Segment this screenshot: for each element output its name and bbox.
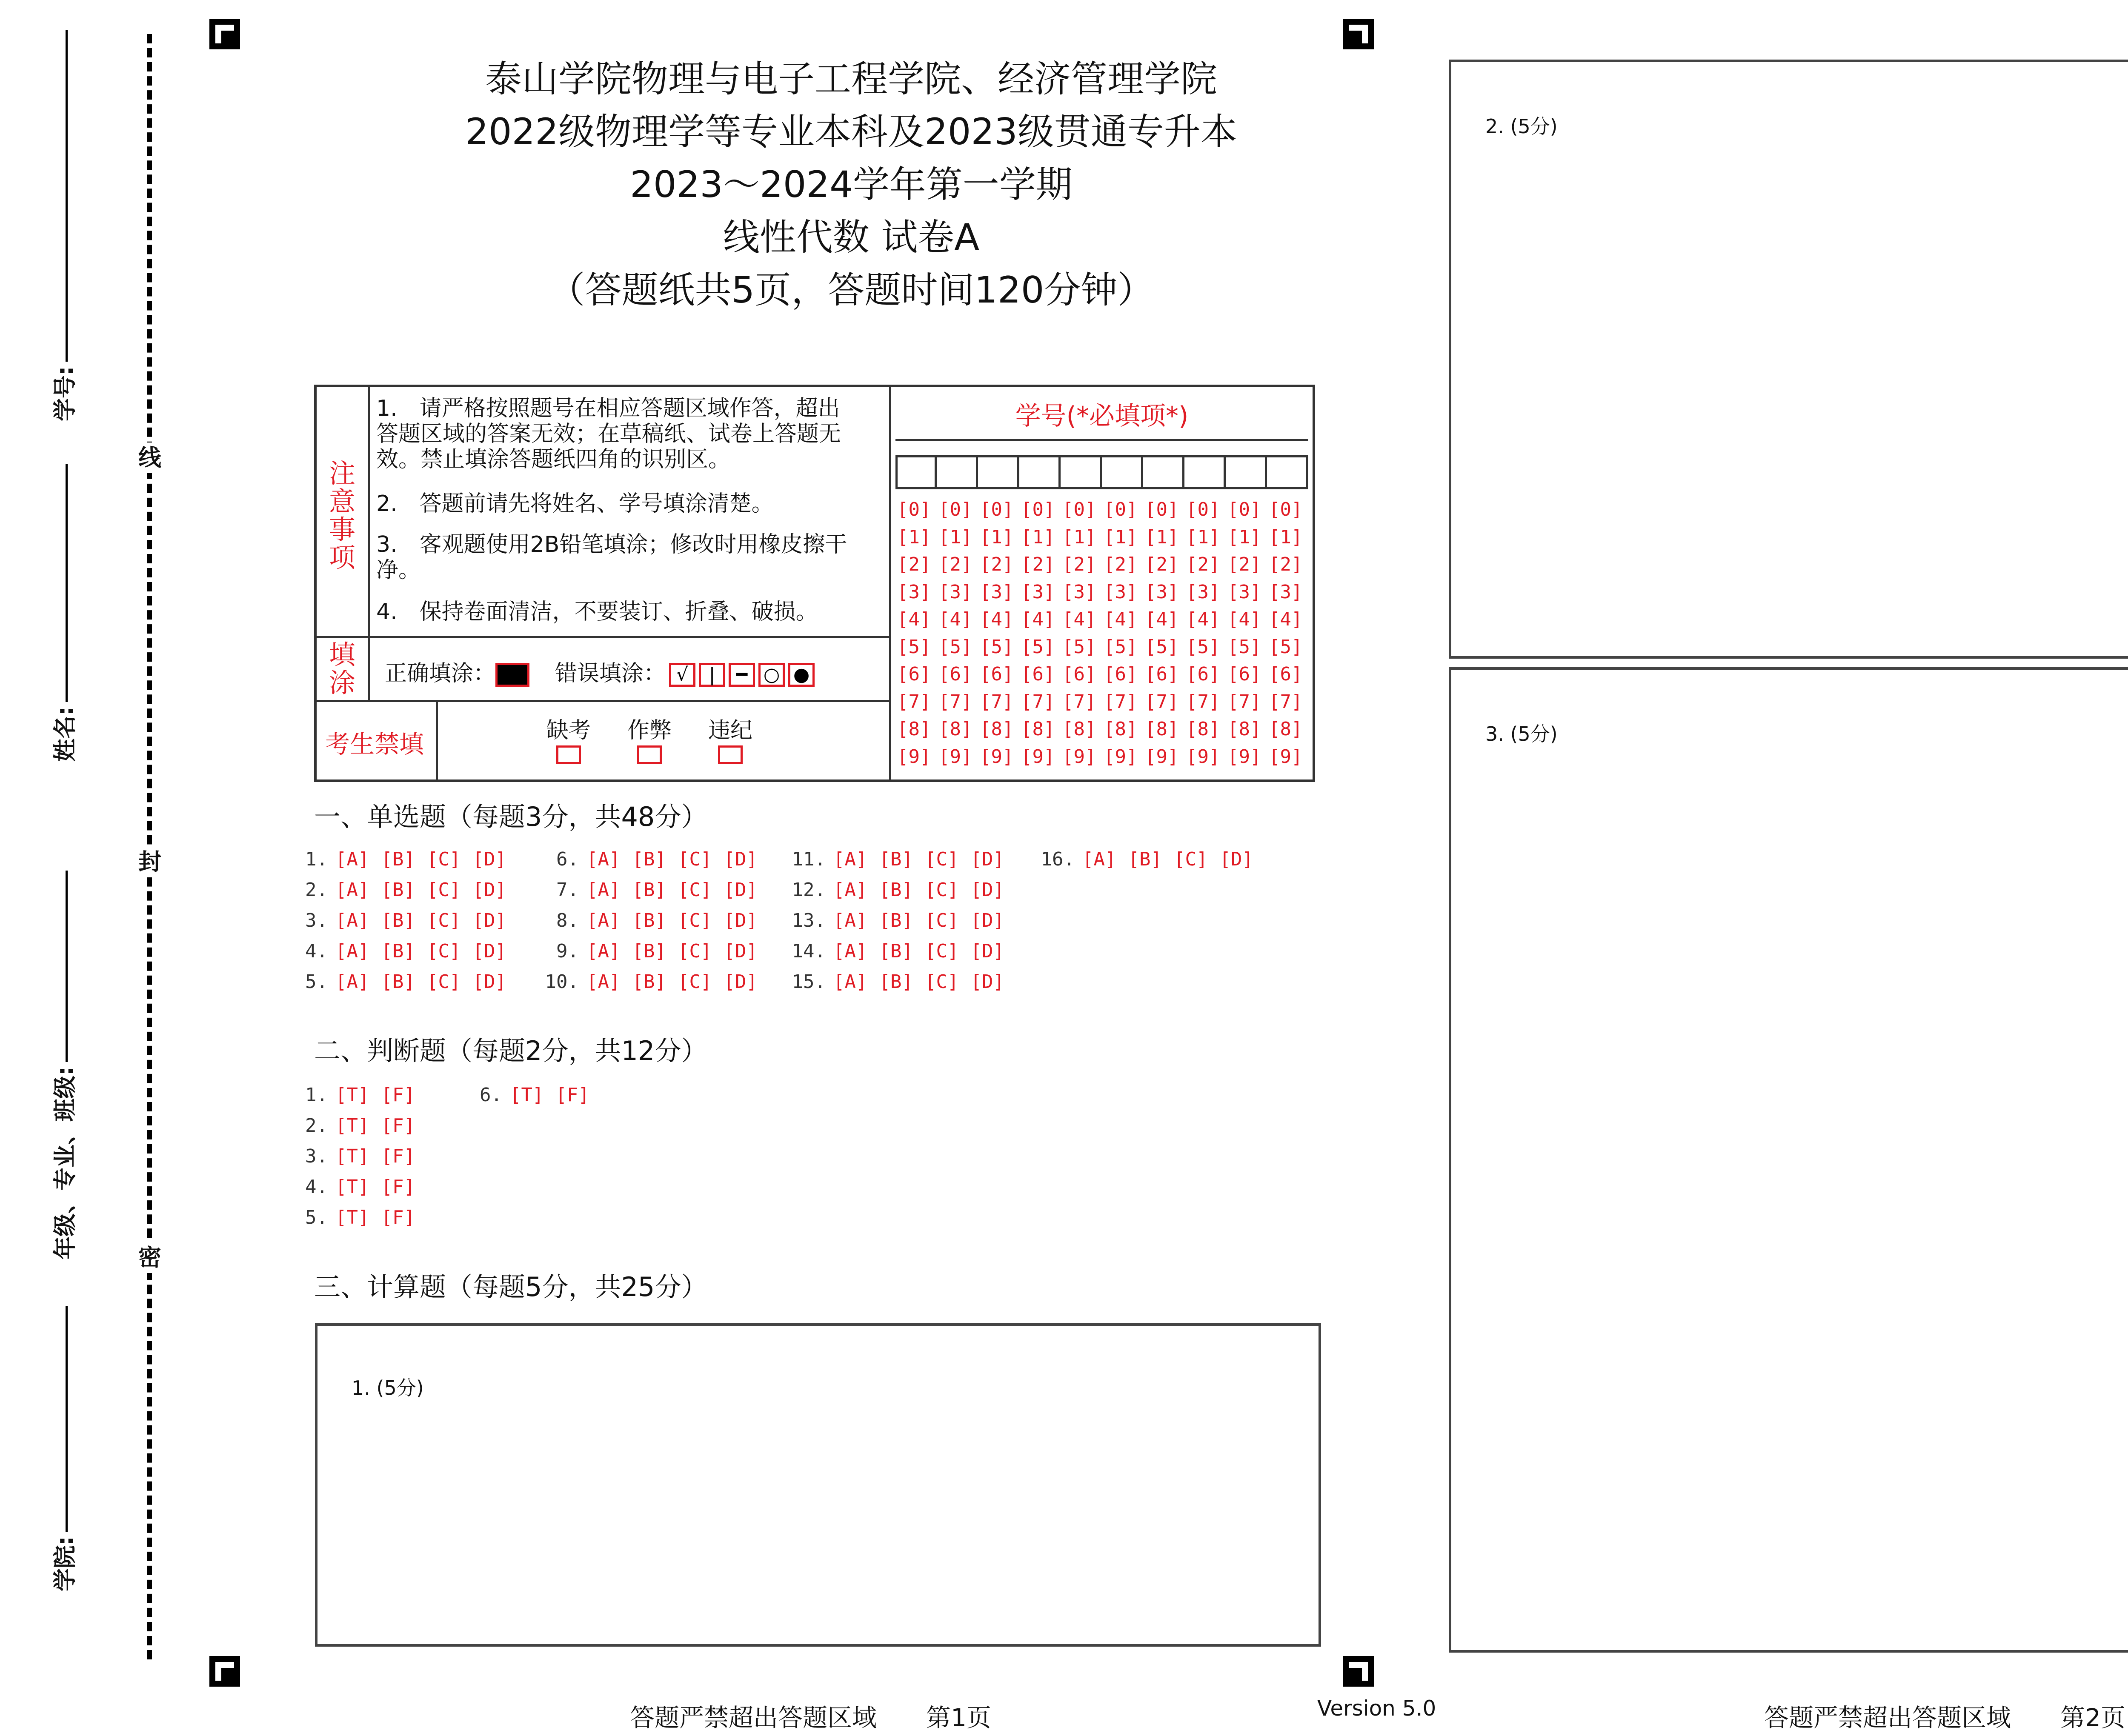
true-false-option-bubble[interactable]: [T] (335, 1145, 369, 1167)
student-id-bubble[interactable]: [5] (1186, 636, 1220, 658)
wrong-fill-check: √ (669, 663, 695, 687)
student-id-bubble[interactable]: [6] (897, 663, 931, 685)
student-id-bubble[interactable]: [0] (1062, 499, 1096, 520)
single-choice-option-bubble[interactable]: [B] (381, 910, 415, 931)
student-id-bubble[interactable]: [0] (1145, 499, 1179, 520)
student-id-bubble[interactable]: [2] (1227, 554, 1261, 575)
student-id-bubble[interactable]: [1] (1021, 526, 1055, 548)
single-choice-question-number: 10. (545, 971, 579, 993)
student-id-bubble[interactable]: [4] (1145, 608, 1179, 630)
exam-note: （答题纸共5页，答题时间120分钟） (548, 269, 1154, 311)
single-choice-question-row (294, 879, 518, 901)
single-choice-question-number: 3. (305, 910, 328, 931)
student-id-bubble[interactable]: [6] (980, 663, 1014, 685)
true-false-option-bubble[interactable]: [T] (335, 1176, 369, 1198)
single-choice-option-bubble[interactable]: [D] (472, 910, 506, 931)
single-choice-question-number: 16. (1041, 848, 1075, 870)
single-choice-option-bubble[interactable]: [C] (678, 910, 712, 931)
student-id-bubble[interactable]: [8] (1269, 718, 1303, 740)
student-id-bubble[interactable]: [3] (1021, 581, 1055, 603)
student-id-bubble[interactable]: [3] (938, 581, 972, 603)
true-false-option-bubble[interactable]: [T] (510, 1084, 544, 1106)
name-field[interactable] (47, 464, 80, 762)
single-choice-option-bubble[interactable]: [A] (833, 910, 867, 931)
true-false-question-row (294, 1145, 427, 1167)
student-id-bubble[interactable]: [0] (1021, 499, 1055, 520)
single-choice-question-row (545, 879, 769, 901)
notice-item-3: 3. 客观题使用2B铅笔填涂；修改时用橡皮擦干净。 (376, 532, 847, 583)
footer-version: Version 5.0 (1317, 1696, 1436, 1721)
single-choice-option-bubble[interactable]: [C] (924, 971, 959, 993)
single-choice-option-bubble[interactable]: [C] (426, 971, 461, 993)
student-id-digit-box[interactable] (895, 455, 937, 489)
student-id-digit-box[interactable] (1226, 455, 1267, 489)
student-id-bubble[interactable]: [5] (1227, 636, 1261, 658)
class-line (66, 871, 68, 1062)
student-id-bubble[interactable]: [3] (1145, 581, 1179, 603)
student-id-bubble[interactable]: [7] (1021, 691, 1055, 713)
wrong-fill-dot: ● (788, 663, 815, 687)
registration-mark-bottom-center (1343, 1656, 1374, 1687)
single-choice-option-bubble[interactable]: [B] (879, 940, 913, 962)
student-id-bubble[interactable]: [5] (1145, 636, 1179, 658)
student-id-digit-box[interactable] (1061, 455, 1102, 489)
single-choice-option-bubble[interactable]: [D] (970, 940, 1004, 962)
student-id-digit-box[interactable] (937, 455, 978, 489)
single-choice-option-bubble[interactable]: [D] (1219, 848, 1253, 870)
single-choice-option-bubble[interactable]: [B] (632, 910, 666, 931)
single-choice-option-bubble[interactable]: [B] (879, 879, 913, 901)
true-false-option-bubble[interactable]: [F] (555, 1084, 589, 1106)
single-choice-option-bubble[interactable]: [B] (632, 940, 666, 962)
single-choice-option-bubble[interactable]: [C] (426, 940, 461, 962)
student-id-bubble[interactable]: [8] (938, 718, 972, 740)
single-choice-option-bubble[interactable]: [A] (335, 940, 369, 962)
single-choice-question-row (792, 848, 1016, 870)
single-choice-option-bubble[interactable]: [C] (678, 940, 712, 962)
student-id-bubble[interactable]: [9] (1145, 745, 1179, 768)
student-id-bubble[interactable]: [2] (1145, 554, 1179, 575)
student-id-bubble[interactable]: [7] (1186, 691, 1220, 713)
single-choice-question-number: 9. (556, 940, 579, 962)
wrong-fill-circle: ○ (758, 663, 785, 687)
student-number-label: 学号: (51, 366, 78, 421)
student-id-bubble[interactable]: [4] (1104, 608, 1138, 630)
single-choice-option-bubble[interactable]: [B] (381, 848, 415, 870)
fill-label: 填涂 (329, 639, 355, 698)
name-label: 姓名: (51, 706, 78, 762)
wrong-fill-label: 错误填涂： (555, 661, 666, 686)
true-false-question-row (294, 1207, 427, 1228)
student-id-bubble[interactable]: [9] (1062, 745, 1096, 768)
forbid-violation: 违纪 (708, 712, 752, 770)
student-id-bubble[interactable]: [9] (1269, 745, 1303, 768)
student-id-bubble[interactable]: [7] (1269, 691, 1303, 713)
single-choice-question-number: 15. (792, 971, 826, 993)
forbid-cheat: 作弊 (627, 712, 672, 770)
single-choice-option-bubble[interactable]: [D] (970, 879, 1004, 901)
fill-divider (368, 638, 370, 700)
student-id-bubble[interactable]: [3] (1186, 581, 1220, 603)
header-line-1: 泰山学院物理与电子工程学院、经济管理学院 (485, 58, 1217, 100)
student-id-bubble[interactable]: [7] (1104, 691, 1138, 713)
student-number-field[interactable] (47, 30, 80, 421)
student-id-bubble[interactable]: [2] (1269, 554, 1303, 575)
section3-title: 三、计算题（每题5分，共25分） (314, 1271, 708, 1302)
student-id-bubble[interactable]: [3] (1104, 581, 1138, 603)
student-id-bubble[interactable]: [9] (897, 745, 931, 768)
cut-word-line: 线 (134, 443, 165, 473)
student-id-bubble[interactable]: [8] (1145, 718, 1179, 740)
single-choice-option-bubble[interactable]: [A] (335, 879, 369, 901)
class-label: 年级、专业、班级: (51, 1066, 78, 1259)
single-choice-question-number: 7. (556, 879, 579, 901)
single-choice-option-bubble[interactable]: [A] (586, 910, 621, 931)
wrong-fill-bar: | (699, 663, 725, 687)
student-id-title: 学号(*必填项*) (1015, 401, 1189, 431)
student-id-bubble[interactable]: [9] (1227, 745, 1261, 768)
single-choice-question-row (792, 879, 1016, 901)
student-id-bubble[interactable]: [4] (1186, 608, 1220, 630)
single-choice-option-bubble[interactable]: [C] (924, 910, 959, 931)
single-choice-option-bubble[interactable]: [B] (632, 848, 666, 870)
student-id-bubble[interactable]: [8] (1186, 718, 1220, 740)
student-id-bubble[interactable]: [8] (1227, 718, 1261, 740)
student-id-bubble[interactable]: [1] (1227, 526, 1261, 548)
answer-box-q1[interactable] (315, 1323, 1321, 1647)
single-choice-option-bubble[interactable]: [C] (1173, 848, 1208, 870)
single-choice-question-row (1041, 848, 1265, 870)
student-id-bubble[interactable]: [2] (980, 554, 1014, 575)
single-choice-option-bubble[interactable]: [C] (678, 848, 712, 870)
student-id-bubble[interactable]: [7] (1145, 691, 1179, 713)
student-id-title-rule (895, 439, 1308, 441)
single-choice-option-bubble[interactable]: [A] (833, 848, 867, 870)
student-id-bubble[interactable]: [8] (1062, 718, 1096, 740)
single-choice-question-number: 13. (792, 910, 826, 931)
forbid-label: 考生禁填 (325, 730, 424, 759)
single-choice-option-bubble[interactable]: [A] (1082, 848, 1116, 870)
student-id-digit-box[interactable] (1019, 455, 1061, 489)
header-line-2: 2022级物理学等专业本科及2023级贯通专升本 (465, 111, 1237, 153)
college-field[interactable] (47, 1306, 80, 1591)
student-id-bubble[interactable]: [4] (1269, 608, 1303, 630)
single-choice-option-bubble[interactable]: [D] (472, 971, 506, 993)
single-choice-option-bubble[interactable]: [C] (426, 879, 461, 901)
student-id-bubble[interactable]: [3] (1269, 581, 1303, 603)
single-choice-option-bubble[interactable]: [A] (586, 848, 621, 870)
exam-title: 线性代数 试卷A (723, 216, 980, 259)
student-id-bubble[interactable]: [7] (1062, 691, 1096, 713)
student-id-bubble[interactable]: [8] (980, 718, 1014, 740)
student-id-bubble[interactable]: [3] (1062, 581, 1096, 603)
student-id-bubble[interactable]: [0] (980, 499, 1014, 520)
single-choice-option-bubble[interactable]: [C] (678, 971, 712, 993)
single-choice-option-bubble[interactable]: [C] (924, 940, 959, 962)
single-choice-option-bubble[interactable]: [C] (678, 879, 712, 901)
single-choice-option-bubble[interactable]: [B] (381, 971, 415, 993)
forbid-section (317, 702, 891, 782)
cut-word-seal: 封 (134, 847, 165, 877)
name-line (66, 464, 68, 702)
single-choice-option-bubble[interactable]: [D] (472, 879, 506, 901)
student-id-bubble[interactable]: [3] (980, 581, 1014, 603)
true-false-option-bubble[interactable]: [F] (381, 1115, 415, 1136)
student-id-bubble[interactable]: [6] (1145, 663, 1179, 685)
student-id-bubble[interactable]: [4] (1062, 608, 1096, 630)
single-choice-option-bubble[interactable]: [D] (472, 940, 506, 962)
true-false-question-row (468, 1084, 601, 1106)
notice-item-1: 1. 请严格按照题号在相应答题区域作答，超出答题区域的答案无效；在草稿纸、试卷上答题无效。禁止填涂答题纸四角的识别区。 (376, 396, 841, 472)
student-id-bubble[interactable]: [3] (1227, 581, 1261, 603)
registration-mark-bottom-left (209, 1656, 240, 1687)
student-id-bubble[interactable]: [1] (1062, 526, 1096, 548)
true-false-question-number: 4. (305, 1176, 328, 1198)
single-choice-question-number: 8. (556, 910, 579, 931)
college-label: 学院: (51, 1536, 78, 1591)
forbid-absent: 缺考 (546, 712, 591, 770)
single-choice-option-bubble[interactable]: [A] (586, 971, 621, 993)
single-choice-option-bubble[interactable]: [B] (1128, 848, 1162, 870)
question-2-label: 2. (5分) (1485, 115, 1558, 138)
single-choice-question-row (792, 910, 1016, 931)
student-id-bubble[interactable]: [6] (1021, 663, 1055, 685)
student-id-bubble[interactable]: [9] (1186, 745, 1220, 768)
single-choice-question-row (294, 910, 518, 931)
student-id-bubble[interactable]: [1] (1104, 526, 1138, 548)
student-id-bubble[interactable]: [2] (1062, 554, 1096, 575)
notice-item-4: 4. 保持卷面清洁，不要装订、折叠、破损。 (376, 599, 818, 625)
student-id-bubble[interactable]: [5] (1021, 636, 1055, 658)
single-choice-option-bubble[interactable]: [C] (924, 848, 959, 870)
single-choice-question-row (545, 971, 769, 993)
student-id-bubble[interactable]: [1] (897, 526, 931, 548)
student-id-bubble[interactable]: [1] (1269, 526, 1303, 548)
answer-box-q2[interactable] (1449, 60, 2128, 659)
registration-mark-top-center (1343, 19, 1374, 49)
true-false-question-number: 1. (305, 1084, 328, 1106)
true-false-option-bubble[interactable]: [F] (381, 1084, 415, 1106)
student-id-bubble[interactable]: [1] (1145, 526, 1179, 548)
single-choice-option-bubble[interactable]: [D] (724, 940, 758, 962)
single-choice-option-bubble[interactable]: [C] (426, 910, 461, 931)
footer-page-1: 答题严禁超出答题区域 第1页 (630, 1703, 991, 1732)
true-false-option-bubble[interactable]: [T] (335, 1115, 369, 1136)
true-false-question-number: 5. (305, 1207, 328, 1228)
true-false-option-bubble[interactable]: [T] (335, 1084, 369, 1106)
student-id-bubble[interactable]: [1] (1186, 526, 1220, 548)
student-id-bubble[interactable]: [8] (897, 718, 931, 740)
student-id-bubble[interactable]: [5] (1104, 636, 1138, 658)
student-id-bubble[interactable]: [0] (1269, 499, 1303, 520)
single-choice-option-bubble[interactable]: [B] (879, 910, 913, 931)
student-id-bubble[interactable]: [5] (938, 636, 972, 658)
student-id-digit-box[interactable] (1143, 455, 1184, 489)
single-choice-question-row (545, 940, 769, 962)
single-choice-option-bubble[interactable]: [D] (724, 971, 758, 993)
true-false-question-number: 2. (305, 1115, 328, 1136)
student-id-bubble[interactable]: [9] (938, 745, 972, 768)
notice-section (317, 387, 891, 638)
single-choice-option-bubble[interactable]: [B] (879, 971, 913, 993)
student-id-bubble[interactable]: [8] (1104, 718, 1138, 740)
student-id-bubble[interactable]: [2] (1186, 554, 1220, 575)
student-id-bubble[interactable]: [6] (1062, 663, 1096, 685)
student-id-bubble[interactable]: [4] (1021, 608, 1055, 630)
fill-example-row (385, 655, 815, 687)
student-id-bubble[interactable]: [4] (938, 608, 972, 630)
student-id-bubble[interactable]: [5] (1269, 636, 1303, 658)
single-choice-option-bubble[interactable]: [B] (632, 971, 666, 993)
student-id-digit-box[interactable] (1184, 455, 1226, 489)
student-id-bubble[interactable]: [7] (1227, 691, 1261, 713)
single-choice-question-row (294, 940, 518, 962)
single-choice-option-bubble[interactable]: [D] (472, 848, 506, 870)
single-choice-question-row (294, 971, 518, 993)
student-id-bubble[interactable]: [9] (1021, 745, 1055, 768)
forbid-divider (436, 702, 438, 782)
student-id-bubble[interactable]: [4] (897, 608, 931, 630)
student-id-bubble[interactable]: [5] (1062, 636, 1096, 658)
student-id-bubble[interactable]: [2] (1021, 554, 1055, 575)
single-choice-option-bubble[interactable]: [B] (381, 940, 415, 962)
section2-title: 二、判断题（每题2分，共12分） (314, 1035, 708, 1066)
single-choice-question-row (792, 940, 1016, 962)
single-choice-option-bubble[interactable]: [C] (426, 848, 461, 870)
true-false-option-bubble[interactable]: [F] (381, 1145, 415, 1167)
footer-page-2: 答题严禁超出答题区域 第2页 (1764, 1703, 2125, 1732)
correct-fill-label: 正确填涂： (385, 661, 496, 686)
correct-fill-sample (495, 663, 529, 687)
student-id-bubble[interactable]: [0] (1227, 499, 1261, 520)
single-choice-option-bubble[interactable]: [A] (335, 848, 369, 870)
single-choice-question-number: 1. (305, 848, 328, 870)
student-id-bubble[interactable]: [1] (938, 526, 972, 548)
student-id-bubble[interactable]: [4] (1227, 608, 1261, 630)
single-choice-option-bubble[interactable]: [D] (970, 848, 1004, 870)
student-id-bubble[interactable]: [5] (897, 636, 931, 658)
student-id-digit-box[interactable] (1267, 455, 1308, 489)
single-choice-option-bubble[interactable]: [A] (833, 971, 867, 993)
student-number-line (66, 30, 68, 362)
header-line-3: 2023～2024学年第一学期 (630, 163, 1073, 206)
notice-divider (368, 387, 370, 636)
single-choice-option-bubble[interactable]: [A] (335, 971, 369, 993)
single-choice-option-bubble[interactable]: [A] (586, 879, 621, 901)
section1-title: 一、单选题（每题3分，共48分） (314, 801, 708, 832)
single-choice-option-bubble[interactable]: [A] (833, 940, 867, 962)
student-id-bubble[interactable]: [0] (938, 499, 972, 520)
single-choice-question-number: 6. (556, 848, 579, 870)
student-id-bubble[interactable]: [0] (1104, 499, 1138, 520)
single-choice-option-bubble[interactable]: [D] (724, 910, 758, 931)
true-false-question-number: 3. (305, 1145, 328, 1167)
student-id-bubble[interactable]: [1] (980, 526, 1014, 548)
cut-word-secret: 密 (134, 1242, 165, 1273)
student-id-bubble[interactable]: [2] (938, 554, 972, 575)
single-choice-option-bubble[interactable]: [C] (924, 879, 959, 901)
student-id-bubble[interactable]: [6] (1269, 663, 1303, 685)
single-choice-question-row (545, 910, 769, 931)
question-3-label: 3. (5分) (1485, 722, 1558, 745)
single-choice-question-number: 12. (792, 879, 826, 901)
student-id-bubble[interactable]: [6] (1186, 663, 1220, 685)
single-choice-question-number: 11. (792, 848, 826, 870)
true-false-option-bubble[interactable]: [T] (335, 1207, 369, 1228)
single-choice-question-number: 14. (792, 940, 826, 962)
true-false-question-row (294, 1084, 427, 1106)
student-id-boxes (895, 455, 1308, 489)
student-id-bubble[interactable]: [7] (897, 691, 931, 713)
student-id-bubble[interactable]: [2] (1104, 554, 1138, 575)
single-choice-question-number: 5. (305, 971, 328, 993)
single-choice-option-bubble[interactable]: [D] (970, 910, 1004, 931)
single-choice-option-bubble[interactable]: [A] (335, 910, 369, 931)
student-id-bubble[interactable]: [6] (938, 663, 972, 685)
class-field[interactable] (47, 871, 80, 1259)
student-id-bubble[interactable]: [2] (897, 554, 931, 575)
true-false-question-row (294, 1176, 427, 1198)
forbid-violation-box[interactable] (718, 745, 743, 764)
student-id-bubble[interactable]: [6] (1227, 663, 1261, 685)
single-choice-option-bubble[interactable]: [D] (724, 848, 758, 870)
true-false-question-number: 6. (480, 1084, 502, 1106)
student-id-bubble[interactable]: [9] (1104, 745, 1138, 768)
student-id-bubble[interactable]: [7] (980, 691, 1014, 713)
registration-mark-top-left (209, 19, 240, 49)
question-1-label: 1. (5分) (352, 1376, 424, 1399)
student-id-bubble[interactable]: [6] (1104, 663, 1138, 685)
single-choice-question-row (294, 848, 518, 870)
student-id-bubble[interactable]: [4] (980, 608, 1014, 630)
true-false-option-bubble[interactable]: [F] (381, 1176, 415, 1198)
true-false-option-bubble[interactable]: [F] (381, 1207, 415, 1228)
single-choice-option-bubble[interactable]: [A] (586, 940, 621, 962)
student-id-bubble[interactable]: [8] (1021, 718, 1055, 740)
wrong-fill-dash: ━ (729, 663, 755, 687)
student-id-bubble[interactable]: [0] (1186, 499, 1220, 520)
student-id-bubble[interactable]: [0] (897, 499, 931, 520)
single-choice-option-bubble[interactable]: [D] (970, 971, 1004, 993)
student-id-section (891, 387, 1313, 779)
student-id-bubble[interactable]: [7] (938, 691, 972, 713)
student-id-bubble[interactable]: [5] (980, 636, 1014, 658)
single-choice-option-bubble[interactable]: [B] (879, 848, 913, 870)
forbid-cheat-box[interactable] (637, 745, 662, 764)
single-choice-question-row (545, 848, 769, 870)
student-id-bubble[interactable]: [9] (980, 745, 1014, 768)
student-id-digit-box[interactable] (1102, 455, 1143, 489)
single-choice-option-bubble[interactable]: [B] (381, 879, 415, 901)
true-false-question-row (294, 1115, 427, 1136)
fill-section (317, 638, 891, 702)
college-line (66, 1306, 68, 1532)
single-choice-question-row (792, 971, 1016, 993)
info-table (314, 385, 1315, 782)
notice-item-2: 2. 答题前请先将姓名、学号填涂清楚。 (376, 491, 774, 517)
single-choice-question-number: 2. (305, 879, 328, 901)
single-choice-question-number: 4. (305, 940, 328, 962)
notice-label: 注意事项 (329, 458, 355, 573)
forbid-absent-box[interactable] (556, 745, 581, 764)
single-choice-option-bubble[interactable]: [A] (833, 879, 867, 901)
single-choice-option-bubble[interactable]: [D] (724, 879, 758, 901)
single-choice-option-bubble[interactable]: [B] (632, 879, 666, 901)
student-id-bubble[interactable]: [3] (897, 581, 931, 603)
answer-box-q3[interactable] (1449, 667, 2128, 1653)
student-id-digit-box[interactable] (978, 455, 1019, 489)
